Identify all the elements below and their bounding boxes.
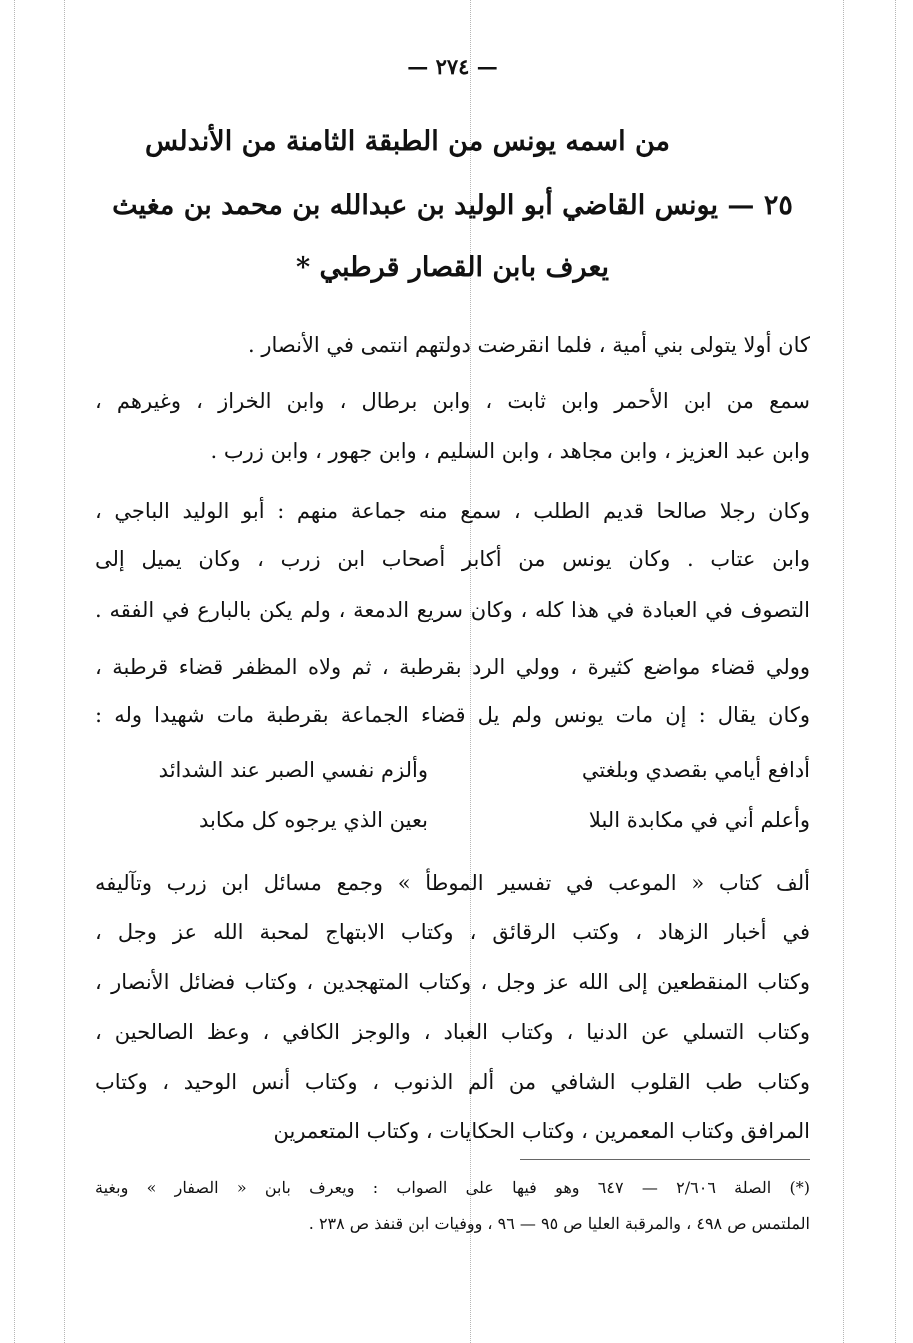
page-number: — ٢٧٤ — [407,54,498,79]
margin-dotted-line [895,0,896,1343]
poem-hemistich-right: وأعلم أني في مكابدة البلا [588,808,810,832]
entry-subtitle: يعرف بابن القصار قرطبي * [296,252,609,283]
body-line: وكتاب طب القلوب الشافي من ألم الذنوب ، وكتاب أنس الوحيد ، وكتاب [95,1070,810,1094]
footnote-line: (*) الصلة ٢/٦٠٦ — ٦٤٧ وهو فيها على الصواب : ويعرف بابن « الصفار » وبغية [95,1178,811,1197]
body-line: وكتاب التسلي عن الدنيا ، وكتاب العباد ، والوجز الكافي ، وعظ الصالحين ، [95,1020,810,1044]
body-line: ألف كتاب « الموعب في تفسير الموطأ » وجمع مسائل ابن زرب وتآليفه [95,871,810,895]
section-heading: من اسمه يونس من الطبقة الثامنة من الأندلس [144,126,670,157]
body-line: وكان رجلا صالحا قديم الطلب ، سمع منه جماعة منهم : أبو الوليد الباجي ، [95,499,810,523]
body-line: في أخبار الزهاد ، وكتب الرقائق ، وكتاب الابتهاج لمحبة الله عز وجل ، [95,920,810,944]
body-line: وابن عتاب . وكان يونس من أكابر أصحاب ابن زرب ، وكان يميل إلى [95,547,810,571]
margin-dotted-line [14,0,15,1343]
margin-dotted-line [843,0,844,1343]
footnote-rule [520,1159,810,1160]
body-line: سمع من ابن الأحمر وابن ثابت ، وابن برطال ، وابن الخراز ، وغيرهم ، [95,389,810,413]
body-line: وكتاب المنقطعين إلى الله عز وجل ، وكتاب المتهجدين ، وكتاب فضائل الأنصار ، [95,970,810,994]
footnote-line: الملتمس ص ٤٩٨ ، والمرقبة العليا ص ٩٥ — ٩٦ ، ووفيات ابن قنفذ ص ٢٣٨ . [308,1214,810,1233]
body-line: التصوف في العبادة في هذا كله ، وكان سريع الدمعة ، ولم يكن بالبارع في الفقه . [95,598,810,622]
poem-hemistich-left: وألزم نفسي الصبر عند الشدائد [158,758,428,782]
entry-title: ٢٥ — يونس القاضي أبو الوليد بن عبدالله بن محمد بن مغيث [112,190,793,221]
margin-dotted-line [64,0,65,1343]
body-line: وولي قضاء مواضع كثيرة ، وولي الرد بقرطبة ، ثم ولاه المظفر قضاء قرطبة ، [95,655,810,679]
poem-hemistich-right: أدافع أيامي بقصدي وبلغتي [581,758,810,782]
body-line: المرافق وكتاب المعمرين ، وكتاب الحكايات ، وكتاب المتعمرين [273,1119,810,1143]
body-line: وكان يقال : إن مات يونس ولم يل قضاء الجماعة بقرطبة مات شهيدا وله : [95,703,810,727]
poem-hemistich-left: بعين الذي يرجوه كل مكابد [199,808,428,832]
body-line: كان أولا يتولى بني أمية ، فلما انقرضت دولتهم انتمى في الأنصار . [248,333,810,357]
body-line: وابن عبد العزيز ، وابن مجاهد ، وابن السليم ، وابن جهور ، وابن زرب . [210,439,810,463]
